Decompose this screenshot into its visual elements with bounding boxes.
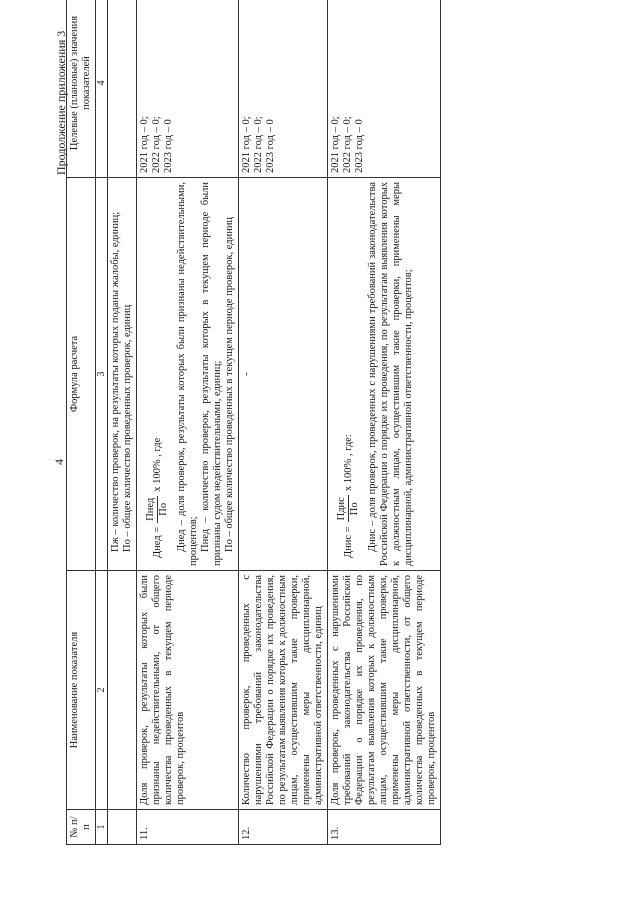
page-number: 4 bbox=[52, 459, 66, 465]
formula-cell bbox=[137, 178, 239, 571]
target-values bbox=[137, 0, 239, 178]
row-number: 12. bbox=[239, 810, 328, 845]
formula bbox=[336, 182, 361, 558]
target-values bbox=[108, 0, 137, 178]
formula-cell bbox=[108, 178, 137, 571]
table-row bbox=[137, 0, 239, 845]
indicator-name: Доля проверок, результаты которых были признаны недействительными, от общего количества проведенных в текущем периоде проверок, процентов bbox=[137, 571, 239, 810]
row-number bbox=[108, 810, 137, 845]
target-value: 2023 год – 0 bbox=[354, 119, 365, 173]
formula-text: Днис – доля проверок, проведенных с нарушениями требований законодательства Российской Федерации о порядке их проведения, по результатам выявления которых к должностным лицам, осуществившим такие проверки, применены меры дисциплинарной, административной ответственности, процентов; bbox=[367, 182, 414, 566]
formula-text: По – общее количество проведенных проверок, единиц bbox=[122, 304, 133, 552]
formula-suffix: x 100% , где: bbox=[343, 434, 354, 492]
target-value: 2022 год – 0; bbox=[253, 116, 264, 173]
formula-denominator: По bbox=[158, 502, 169, 516]
header-formula: Формула расчета bbox=[67, 178, 96, 571]
target-value: 2021 год – 0; bbox=[241, 116, 252, 173]
formula bbox=[145, 182, 170, 558]
formula-text: Пж – количество проверок, на результаты которых поданы жалобы, единиц; bbox=[110, 211, 121, 552]
indicator-name: Количество проверок, проведенных с нарушениями требований законодательства Российской Федерации о порядке их проведения, по результатам выявления которых к должностным лицам, осуществившим такие проверки, применены меры дисциплинарной, административной ответственности, единиц bbox=[239, 571, 328, 810]
formula-lhs: Днис = bbox=[343, 526, 354, 558]
row-number: 13. bbox=[328, 810, 441, 845]
indicator-name: Доля проверок, проведенных с нарушениями требований законодательства Российской Федерации о порядке их проведения, по результатам выявления которых к должностным лицам, осуществившим такие проверки, применены меры дисциплинарной, административной ответственности, от общего количества проведенных в текущем периоде проверок, процентов bbox=[328, 571, 441, 810]
target-value: 2021 год – 0; bbox=[139, 116, 150, 173]
header-indicator-name: Наименование показателя bbox=[67, 571, 96, 810]
target-value: 2023 год – 0 bbox=[163, 119, 174, 173]
indicators-table bbox=[66, 0, 441, 845]
column-number: 3 bbox=[96, 178, 108, 571]
column-number: 4 bbox=[96, 0, 108, 178]
target-value: 2022 год – 0; bbox=[342, 116, 353, 173]
formula-text: Днед – доля проверок, результаты которых были признаны недействительными, процентов; bbox=[176, 182, 199, 566]
target-value: 2021 год – 0; bbox=[330, 116, 341, 173]
formula-cell bbox=[328, 178, 441, 571]
column-number: 1 bbox=[96, 810, 108, 845]
table-row bbox=[108, 0, 137, 845]
target-value: 2023 год – 0 bbox=[265, 119, 276, 173]
formula-text: Пнед – количество проверок, результаты которых в текущем периоде были признаны судом недействительными, единиц; bbox=[200, 182, 223, 566]
target-values bbox=[239, 0, 328, 178]
continued-label: Продолжение приложения 3 bbox=[54, 30, 68, 175]
formula-numerator: Пнед bbox=[145, 497, 156, 521]
formula-fraction bbox=[145, 496, 170, 523]
formula-lhs: Днед = bbox=[152, 526, 163, 558]
formula-denominator: По bbox=[349, 502, 360, 516]
formula-cell bbox=[239, 178, 328, 571]
column-number: 2 bbox=[96, 571, 108, 810]
target-values bbox=[328, 0, 441, 178]
target-value: 2022 год – 0; bbox=[151, 116, 162, 173]
header-number: № п/п bbox=[67, 810, 96, 845]
row-number: 11. bbox=[137, 810, 239, 845]
formula-fraction bbox=[336, 495, 361, 522]
formula-numerator: Пдис bbox=[336, 497, 347, 521]
table-row bbox=[239, 0, 328, 845]
indicator-name bbox=[108, 571, 137, 810]
formula-text: По – общее количество проведенных в текущем периоде проверок, единиц bbox=[224, 216, 235, 552]
table-row bbox=[328, 0, 441, 845]
formula-dash: - bbox=[241, 372, 252, 376]
header-target-values: Целевые (плановые) значения показателей bbox=[67, 0, 96, 178]
formula-suffix: x 100% , где bbox=[152, 437, 163, 492]
